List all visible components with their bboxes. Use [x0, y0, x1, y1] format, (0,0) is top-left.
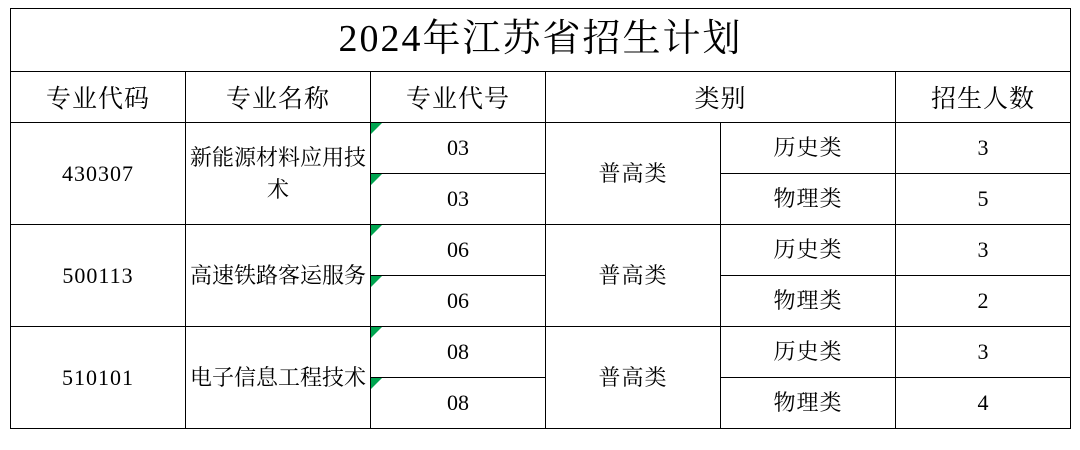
cell-category: 历史类 — [721, 123, 896, 174]
green-corner-marker-icon — [371, 225, 382, 236]
cell-category: 物理类 — [721, 276, 896, 327]
cell-major-no — [371, 174, 546, 225]
cell-major-no-value: 08 — [447, 339, 469, 365]
column-header-enrollment: 招生人数 — [896, 72, 1071, 123]
green-corner-marker-icon — [371, 123, 382, 134]
column-header-major-code: 专业代码 — [11, 72, 186, 123]
cell-major-no-value: 06 — [447, 237, 469, 263]
cell-major-no-value: 06 — [447, 288, 469, 314]
column-header-category: 类别 — [546, 72, 896, 123]
cell-major-no — [371, 276, 546, 327]
table-row — [11, 225, 1071, 276]
cell-enrollment: 3 — [896, 327, 1071, 378]
cell-enrollment: 3 — [896, 225, 1071, 276]
cell-plan-type: 普高类 — [546, 225, 721, 327]
cell-enrollment: 5 — [896, 174, 1071, 225]
table-header-row — [11, 72, 1071, 123]
cell-category: 物理类 — [721, 378, 896, 429]
cell-major-code: 500113 — [11, 225, 186, 327]
enrollment-plan-table — [10, 8, 1071, 429]
cell-enrollment: 4 — [896, 378, 1071, 429]
cell-major-no-value: 03 — [447, 135, 469, 161]
cell-major-no — [371, 327, 546, 378]
cell-category: 物理类 — [721, 174, 896, 225]
page-title: 2024年江苏省招生计划 — [11, 9, 1071, 72]
green-corner-marker-icon — [371, 174, 382, 185]
cell-plan-type: 普高类 — [546, 123, 721, 225]
cell-major-no — [371, 378, 546, 429]
green-corner-marker-icon — [371, 276, 382, 287]
table-row — [11, 123, 1071, 174]
cell-major-code: 510101 — [11, 327, 186, 429]
green-corner-marker-icon — [371, 378, 382, 389]
cell-major-no-value: 03 — [447, 186, 469, 212]
cell-major-no — [371, 225, 546, 276]
cell-enrollment: 2 — [896, 276, 1071, 327]
cell-plan-type: 普高类 — [546, 327, 721, 429]
table-title-row — [11, 9, 1071, 72]
table-row — [11, 327, 1071, 378]
column-header-major-name: 专业名称 — [186, 72, 371, 123]
cell-major-no-value: 08 — [447, 390, 469, 416]
column-header-major-no: 专业代号 — [371, 72, 546, 123]
cell-category: 历史类 — [721, 225, 896, 276]
cell-major-name: 新能源材料应用技术 — [186, 123, 371, 225]
cell-category: 历史类 — [721, 327, 896, 378]
cell-major-name: 电子信息工程技术 — [186, 327, 371, 429]
cell-major-no — [371, 123, 546, 174]
cell-major-code: 430307 — [11, 123, 186, 225]
cell-major-name: 高速铁路客运服务 — [186, 225, 371, 327]
cell-enrollment: 3 — [896, 123, 1071, 174]
green-corner-marker-icon — [371, 327, 382, 338]
